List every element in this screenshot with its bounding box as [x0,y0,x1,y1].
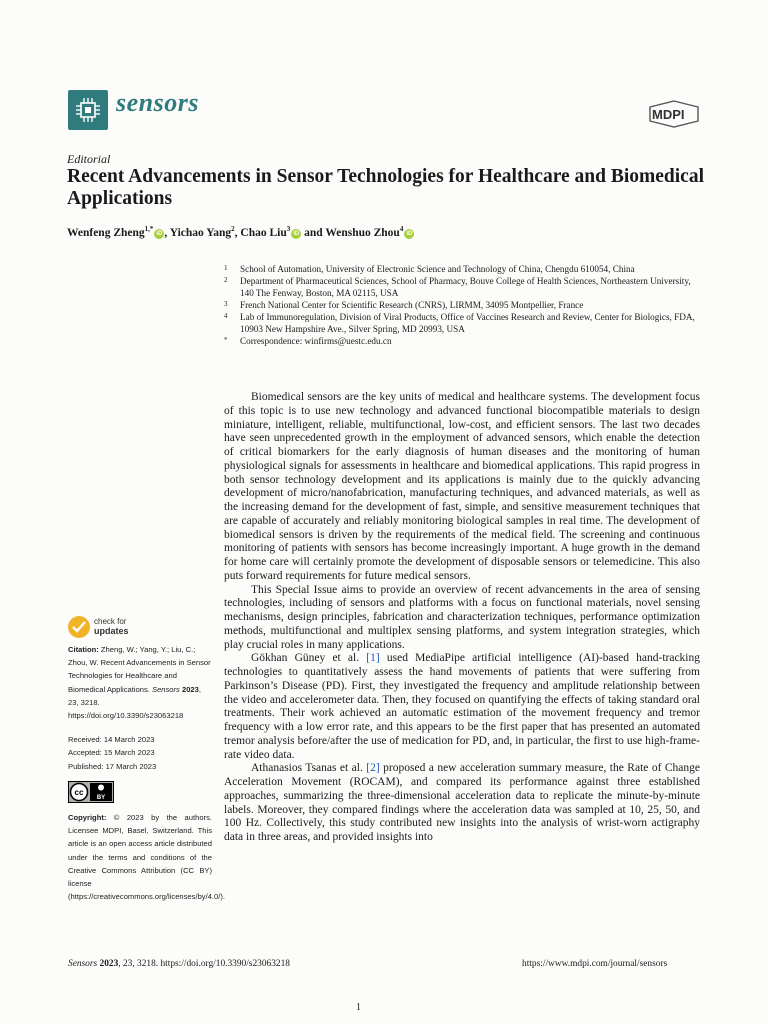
author-affiliation-mark: 4 [399,225,404,233]
paragraph-text: used MediaPipe artificial intelligence (AI)-based hand-tracking technologies to quantitatively assess the hand movements of patients that were suffering from Parkinson’s Disease (PD). First, they investigated the frequency and amplitude relationship between the video and accelerometer data. Then, they focused on quantifying the effects of taking standard oral treatments. Their work achieved an automatic estimation of the movement frequency and tremor frequency with a low error rate, and this appears to be the first paper that has presented an automated tremor analysis before/after the use of medication for PD, and, in particular, the first to use high-frame-rate video data. [224,652,700,761]
journal-logo-icon [68,90,108,130]
check-updates-label: updates [94,626,129,636]
check-for-updates-button[interactable] [68,616,178,640]
author-separator: , [234,226,241,239]
affiliation-mark: 1 [224,264,228,272]
paragraph [224,762,700,845]
author-affiliation-mark: 1,* [144,225,154,233]
cc-label: cc [74,787,84,797]
footer-citation [68,959,290,969]
affiliation-item [224,263,704,275]
citation-label: Citation: [68,645,99,654]
orcid-icon[interactable]: iD [293,230,300,237]
page-number: 1 [356,1002,361,1013]
citation-link[interactable]: [2] [366,762,380,775]
footer-journal: Sensors [68,959,98,969]
correspondence [224,335,704,347]
author-affiliation-mark: 3 [286,225,291,233]
orcid-icon[interactable]: iD [406,230,413,237]
chip-icon [74,96,102,124]
affiliation-text: Lab of Immunoregulation, Division of Viral Products, Office of Vaccines Research and Review, Center for Biologics, FDA, 10903 New Hampshire Ave., Silver Spring, MD 20993, USA [240,312,695,334]
affiliation-text: French National Center for Scientific Research (CNRS), LIRMM, 34095 Montpellier, France [240,300,584,310]
affiliation-mark: 2 [224,276,228,284]
citation-link[interactable]: [1] [366,652,380,665]
copyright-label: Copyright: [68,813,107,823]
author-separator: and [301,226,326,239]
author-name[interactable]: Yichao Yang [169,226,232,239]
author-list [67,225,414,239]
received-date: Received: 14 March 2023 [68,735,155,745]
citation-text: Zheng, W.; Yang, Y.; Liu, C.; Zhou, W. Recent Advancements in Sensor Technologies for Healthcare and Biomedical Applications. [68,645,211,694]
author-name[interactable]: Chao Liu [240,226,287,239]
check-updates-label: check for [94,617,127,626]
correspondence-text[interactable]: Correspondence: winfirms@uestc.edu.cn [240,336,392,346]
paragraph [224,652,700,762]
author-separator: , [164,226,170,239]
article-type: Editorial [67,152,111,166]
check-updates-icon [68,616,90,638]
citation-doi[interactable]: , 23, 3218. https://doi.org/10.3390/s23063218 [68,684,201,721]
affiliations [224,263,704,347]
published-date: Published: 17 March 2023 [68,761,157,771]
sidebar [68,643,225,903]
accepted-date: Accepted: 15 March 2023 [68,748,155,758]
article-title: Recent Advancements in Sensor Technologies for Healthcare and Biomedical Applications [67,166,704,209]
paragraph-text: Gökhan Güney et al. [251,652,367,665]
body-text [224,391,700,845]
journal-name[interactable]: sensors [116,88,199,117]
cc-by-license-icon[interactable] [68,781,114,803]
copyright-text: © 2023 by the authors. Licensee MDPI, Basel, Switzerland. This article is an open access article distributed under the terms and conditions of the Creative Commons Attribution (CC BY) license (https://creativecommons.org/licenses/by/4.0/). [68,813,225,902]
affiliation-item [224,275,704,299]
footer-doi[interactable]: , 23, 3218. https://doi.org/10.3390/s23063218 [118,959,290,969]
footer-year: 2023 [97,959,119,969]
orcid-icon[interactable]: iD [156,230,163,237]
author-name[interactable]: Wenshuo Zhou [325,226,400,239]
paragraph-text: Athanasios Tsanas et al. [251,762,367,775]
journal-url-link[interactable]: https://www.mdpi.com/journal/sensors [522,959,668,969]
citation-year: 2023 [179,684,199,694]
by-label: BY [96,794,106,801]
affiliation-mark: 3 [224,300,228,308]
author-name[interactable]: Wenfeng Zheng [67,226,145,239]
copyright-notice [68,811,225,903]
citation-journal: Sensors [152,684,180,694]
affiliation-item [224,299,704,311]
affiliation-item [224,311,704,335]
citation-block [68,643,212,722]
paragraph: Biomedical sensors are the key units of medical and healthcare systems. The development focus of this topic is to use new technology and advanced functional biocompatible materials to design miniature, intelligent, reliable, multifunctional, low-cost, and efficient sensors. The last two decades have seen unprecedented growth in the employment of advanced sensors, which enable the detection of critical biomarkers for the early diagnosis of human diseases and the monitoring of human physiological signals for assessments in healthcare and biomedical applications. This rapid progress in both sensor technology development and its applications is mainly due to the quickly advancing development of micro/nanofabrication, manufacturing techniques, and advanced materials, as well as the increasing demand for the development of fast, simple, and sensitive measurement techniques that are capable of accurately and reliably monitoring biological samples in real time. The development of biomedical sensors is driven by the requirements of the medical field. The screening and continuous monitoring of patients with sensors has become increasingly important. A huge growth in the demand for home care will certainly promote the development of disposable sensors or telemedicine. This also puts forward requirements for future medical sensors. [224,391,700,582]
affiliation-mark: 4 [224,312,228,320]
paragraph-text: proposed a new acceleration summary measure, the Rate of Change Acceleration Movement (ROCAM), and compared its performance against three established approaches, summarizing the three-dimensional acceleration data to replicate the minute-by-minute labels. Moreover, they compared findings where the acceleration data was sampled at 10, 25, 50, and 100 Hz. Collectively, this study contributed new insights into the analysis of wrist-worn actigraphy data in three areas, and provided insights into [224,762,700,843]
affiliation-mark: * [224,336,228,344]
affiliation-text: Department of Pharmaceutical Sciences, School of Pharmacy, Bouve College of Health Sciences, Northeastern University, 140 The Fenway, Boston, MA 02115, USA [240,276,691,298]
author-affiliation-mark: 2 [231,225,235,233]
affiliation-text: School of Automation, University of Electronic Science and Technology of China, Chengdu 610054, China [240,264,635,274]
paragraph: This Special Issue aims to provide an overview of recent advancements in the area of sensing technologies, including of sensors and platforms with a focus on functional materials, novel sensing mechanisms, design principles, fabrication and characterization techniques, performance optimization methods, multifunctional and multiplex sensing platforms, and system integration strategies, which play crucial roles in many applications. [224,583,700,651]
publisher-name: MDPI [652,107,685,122]
